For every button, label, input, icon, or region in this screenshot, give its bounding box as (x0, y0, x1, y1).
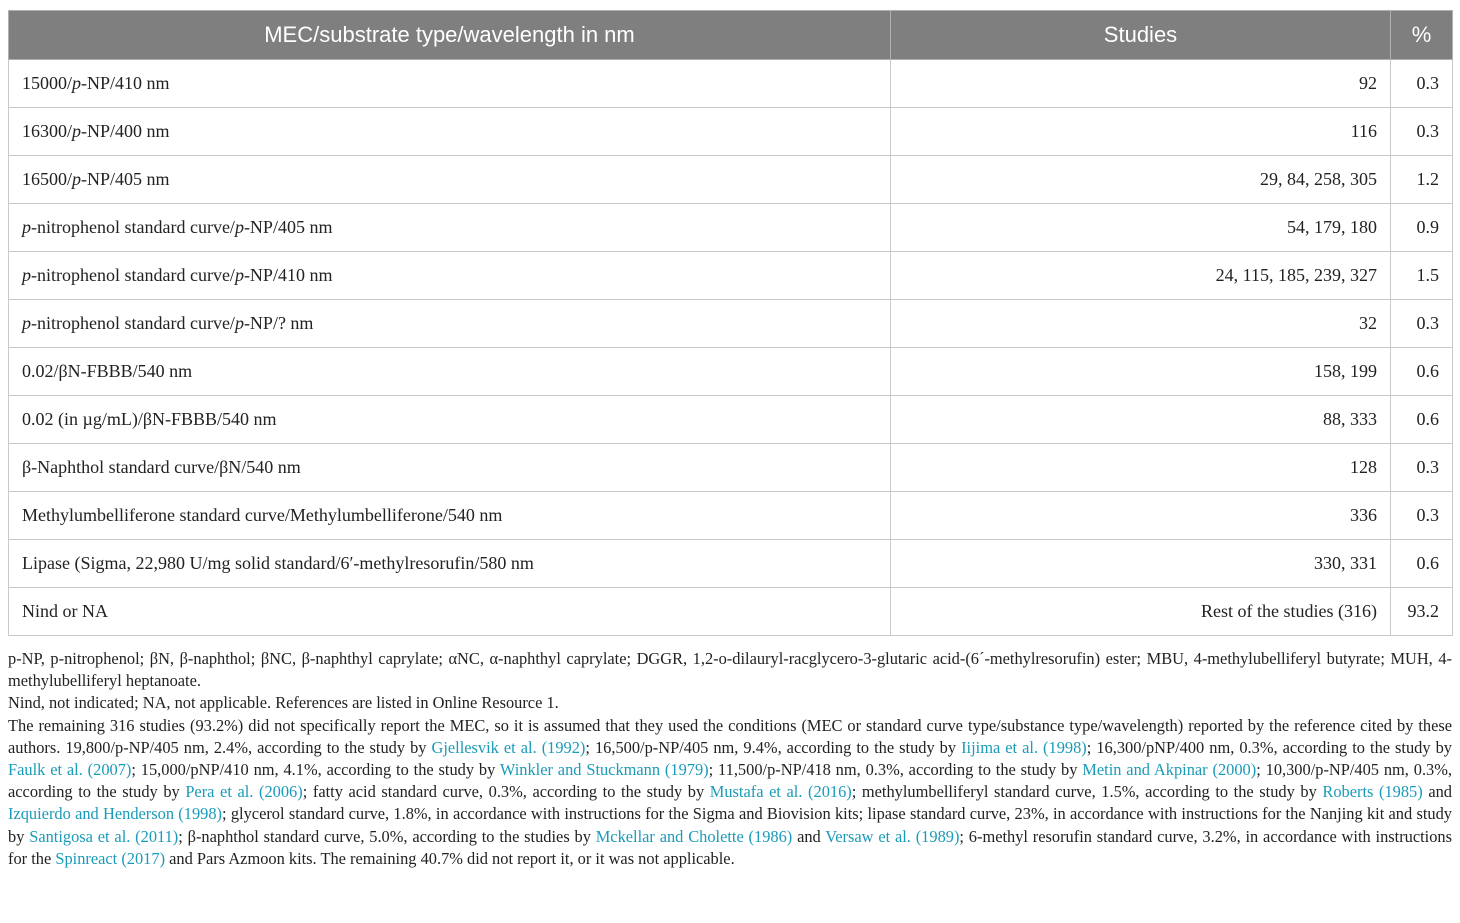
cell-mec-text: β-Naphthol standard curve/βN/540 nm (22, 457, 301, 477)
cell-mec-text: Lipase (Sigma, 22,980 U/mg solid standard/6′-methylresorufin/580 nm (22, 553, 534, 573)
cell-mec-text: Methylumbelliferone standard curve/Methylumbelliferone/540 nm (22, 505, 503, 525)
cell-percent: 1.5 (1391, 252, 1453, 300)
cell-studies: 54, 179, 180 (891, 204, 1391, 252)
cell-mec (9, 108, 891, 156)
cell-mec (9, 300, 891, 348)
cell-mec-text: p (22, 265, 31, 285)
table-row (9, 492, 1453, 540)
note-text: and (1422, 782, 1452, 802)
reference-link[interactable]: Gjellesvik et al. (1992) (431, 737, 586, 757)
cell-percent: 0.3 (1391, 108, 1453, 156)
reference-link[interactable]: Mustafa et al. (2016) (709, 782, 852, 802)
note-text: ; 6-methyl resorufin standard curve, 3.2%, in accordance with instructions for the (8, 826, 1453, 868)
cell-mec-text: -NP/410 nm (81, 73, 170, 93)
table-row (9, 108, 1453, 156)
note-text: ; fatty acid standard curve, 0.3%, according to the study by (302, 782, 710, 802)
abbreviations-note: p-NP, p-nitrophenol; βN, β-naphthol; βNC, β-naphthyl caprylate; αNC, α-naphthyl caprylate; DGGR, 1,2-o-dilauryl-racglycero-3-glutaric acid-(6´-methylresorufin) ester; MBU, 4-methylubelliferyl butyrate; MUH, 4-methylubelliferyl heptanoate. (8, 649, 1452, 691)
cell-mec-text: p (22, 313, 31, 333)
cell-studies: 24, 115, 185, 239, 327 (891, 252, 1391, 300)
note-text: and Pars Azmoon kits. The remaining 40.7% did not report it, or it was not applicable. (165, 848, 735, 868)
cell-percent: 0.6 (1391, 396, 1453, 444)
cell-mec-text: p (72, 121, 82, 141)
cell-studies: 336 (891, 492, 1391, 540)
cell-studies: 330, 331 (891, 540, 1391, 588)
reference-link[interactable]: Winkler and Stuckmann (1979) (499, 760, 709, 780)
cell-mec-text: -NP/400 nm (81, 121, 170, 141)
cell-mec-text: p (72, 169, 82, 189)
cell-studies: 29, 84, 258, 305 (891, 156, 1391, 204)
cell-mec (9, 252, 891, 300)
table-row (9, 252, 1453, 300)
cell-mec (9, 444, 891, 492)
cell-mec-text: p (72, 73, 82, 93)
cell-studies: 32 (891, 300, 1391, 348)
cell-mec-text: p (234, 313, 244, 333)
reference-link[interactable]: Faulk et al. (2007) (8, 760, 132, 780)
table-row (9, 444, 1453, 492)
header-studies: Studies (891, 11, 1391, 60)
cell-mec-text: -nitrophenol standard curve/ (31, 217, 235, 237)
table-row (9, 396, 1453, 444)
reference-link[interactable]: Iijima et al. (1998) (961, 737, 1087, 757)
table-body (9, 60, 1453, 636)
reference-link[interactable]: Spinreact (2017) (55, 848, 166, 868)
note-text: and (792, 826, 826, 846)
note-text: ; β-naphthol standard curve, 5.0%, according to the studies by (178, 826, 596, 846)
cell-mec-text: -nitrophenol standard curve/ (31, 313, 235, 333)
reference-link[interactable]: Santigosa et al. (2011) (29, 826, 179, 846)
cell-mec-text: 0.02 (in µg/mL)/βN-FBBB/540 nm (22, 409, 277, 429)
cell-percent: 0.3 (1391, 60, 1453, 108)
cell-studies: 158, 199 (891, 348, 1391, 396)
note-text: ; 16,300/pNP/400 nm, 0.3%, according to the study by (1086, 737, 1452, 757)
cell-mec (9, 60, 891, 108)
cell-mec-text: p (234, 265, 244, 285)
cell-percent: 0.9 (1391, 204, 1453, 252)
cell-studies: 88, 333 (891, 396, 1391, 444)
header-mec: MEC/substrate type/wavelength in nm (9, 11, 891, 60)
table-header-row (9, 11, 1453, 60)
cell-mec-text: -nitrophenol standard curve/ (31, 265, 235, 285)
reference-link[interactable]: Mckellar and Cholette (1986) (595, 826, 793, 846)
note-text: ; glycerol standard curve, 1.8%, in accordance with instructions for the Sigma and Biovision kits; lipase standard curve, 23%, in accordance with instructions for the Nanjing kit and study by (8, 804, 1452, 846)
cell-mec (9, 348, 891, 396)
cell-studies: 92 (891, 60, 1391, 108)
mec-table (8, 10, 1453, 636)
cell-mec (9, 396, 891, 444)
nind-note: Nind, not indicated; NA, not applicable. References are listed in Online Resource 1. (8, 693, 559, 713)
cell-mec (9, 204, 891, 252)
table-footnotes (8, 648, 1452, 870)
table-row (9, 540, 1453, 588)
table-row (9, 60, 1453, 108)
note-text: The remaining 316 studies (93.2%) did not specifically report the MEC, so it is assumed that they used the conditions (MEC or standard curve type/substance type/wavelength) reported by the reference cited by these authors. 19,800/p-NP/405 nm, 2.4%, according to the study by (8, 715, 1452, 757)
table-row (9, 348, 1453, 396)
reference-link[interactable]: Pera et al. (2006) (185, 782, 303, 802)
cell-mec-text: Nind or NA (22, 601, 108, 621)
cell-mec-text: 16300/ (22, 121, 73, 141)
table-row (9, 156, 1453, 204)
reference-link[interactable]: Metin and Akpinar (2000) (1082, 760, 1257, 780)
reference-link[interactable]: Versaw et al. (1989) (825, 826, 960, 846)
cell-mec-text: 16500/ (22, 169, 73, 189)
reference-link[interactable]: Roberts (1985) (1322, 782, 1423, 802)
table-row (9, 588, 1453, 636)
remaining-studies-note (8, 715, 1452, 870)
cell-mec-text: -NP/410 nm (243, 265, 333, 285)
header-percent: % (1391, 11, 1453, 60)
note-text: ; methylumbelliferyl standard curve, 1.5%, according to the study by (851, 782, 1323, 802)
cell-mec-text: -NP/405 nm (243, 217, 333, 237)
cell-percent: 0.3 (1391, 492, 1453, 540)
note-text: ; 11,500/p-NP/418 nm, 0.3%, according to the study by (708, 760, 1083, 780)
table-row (9, 204, 1453, 252)
reference-link[interactable]: Izquierdo and Henderson (1998) (8, 804, 223, 824)
cell-mec-text: -NP/? nm (243, 313, 314, 333)
cell-mec (9, 588, 891, 636)
cell-percent: 1.2 (1391, 156, 1453, 204)
note-text: ; 10,300/p-NP/405 nm, 0.3%, according to the study by (8, 760, 1452, 802)
note-text: ; 16,500/p-NP/405 nm, 9.4%, according to the study by (585, 737, 962, 757)
cell-mec-text: -NP/405 nm (81, 169, 170, 189)
cell-mec-text: 15000/ (22, 73, 73, 93)
cell-percent: 0.3 (1391, 444, 1453, 492)
table-row (9, 300, 1453, 348)
cell-mec (9, 156, 891, 204)
cell-percent: 93.2 (1391, 588, 1453, 636)
cell-mec-text: p (22, 217, 31, 237)
cell-mec-text: p (234, 217, 244, 237)
cell-mec (9, 492, 891, 540)
cell-percent: 0.6 (1391, 348, 1453, 396)
cell-percent: 0.3 (1391, 300, 1453, 348)
cell-mec (9, 540, 891, 588)
cell-mec-text: 0.02/βN-FBBB/540 nm (22, 361, 193, 381)
cell-studies: 116 (891, 108, 1391, 156)
cell-studies: Rest of the studies (316) (891, 588, 1391, 636)
cell-studies: 128 (891, 444, 1391, 492)
note-text: ; 15,000/pNP/410 nm, 4.1%, according to the study by (131, 760, 500, 780)
cell-percent: 0.6 (1391, 540, 1453, 588)
